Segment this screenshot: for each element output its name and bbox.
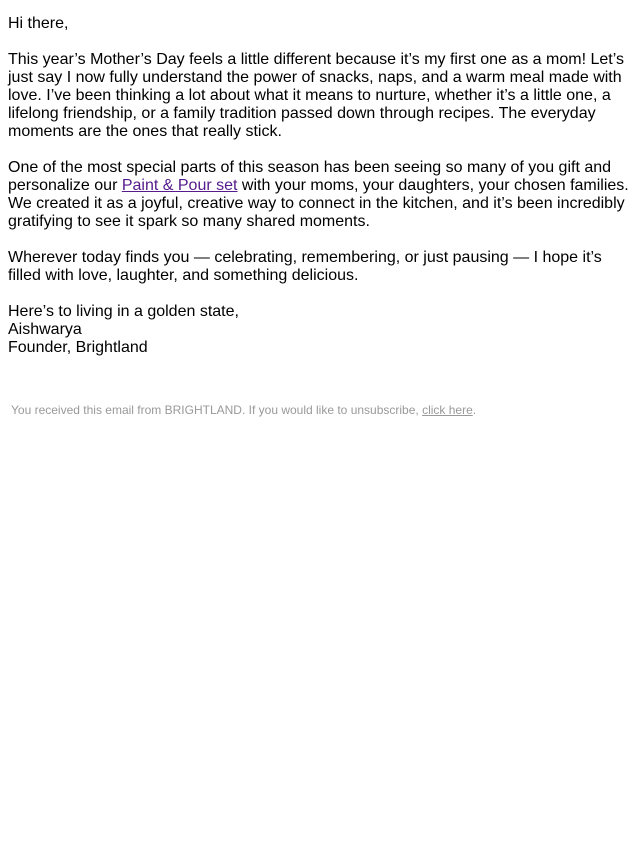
- signoff: [8, 303, 632, 357]
- paragraph-text-after-link: with your moms, your daughters, your chosen families. We created it as a joyful, creative way to connect in the kitchen, and it’s been incredibly gratifying to see it spark so many shared moments.: [8, 177, 629, 230]
- signoff-closing: Here’s to living in a golden state,: [8, 303, 239, 320]
- unsubscribe-link[interactable]: click here: [422, 403, 473, 417]
- footer-period: .: [472, 403, 477, 417]
- paint-pour-set-link[interactable]: Paint & Pour set: [121, 177, 238, 194]
- greeting: Hi there,: [8, 15, 69, 32]
- footer-text: You received this email from BRIGHTLAND. If you would like to unsubscribe,: [11, 403, 423, 417]
- email-footer: [11, 403, 476, 417]
- signoff-title: Founder, Brightland: [8, 339, 148, 356]
- paragraph-mothers-day: This year’s Mother’s Day feels a little different because it’s my first one as a mom! Let’s just say I now fully understand the power of snacks, naps, and a warm meal made with love. I’ve been thinking a lot about what it means to nurture, whether it’s a little one, a lifelong friendship, or a family tradition passed down through recipes. The everyday moments are the ones that really stick.: [8, 51, 624, 140]
- paragraph-paint-pour: [8, 159, 632, 231]
- signoff-name: Aishwarya: [8, 321, 82, 338]
- email-body: [8, 15, 632, 375]
- paragraph-wherever-today: Wherever today finds you — celebrating, remembering, or just pausing — I hope it’s filled with love, laughter, and something delicious.: [8, 249, 602, 284]
- paragraph-text-before-link: One of the most special parts of this season has been seeing so many of you gift and personalize our: [8, 159, 612, 194]
